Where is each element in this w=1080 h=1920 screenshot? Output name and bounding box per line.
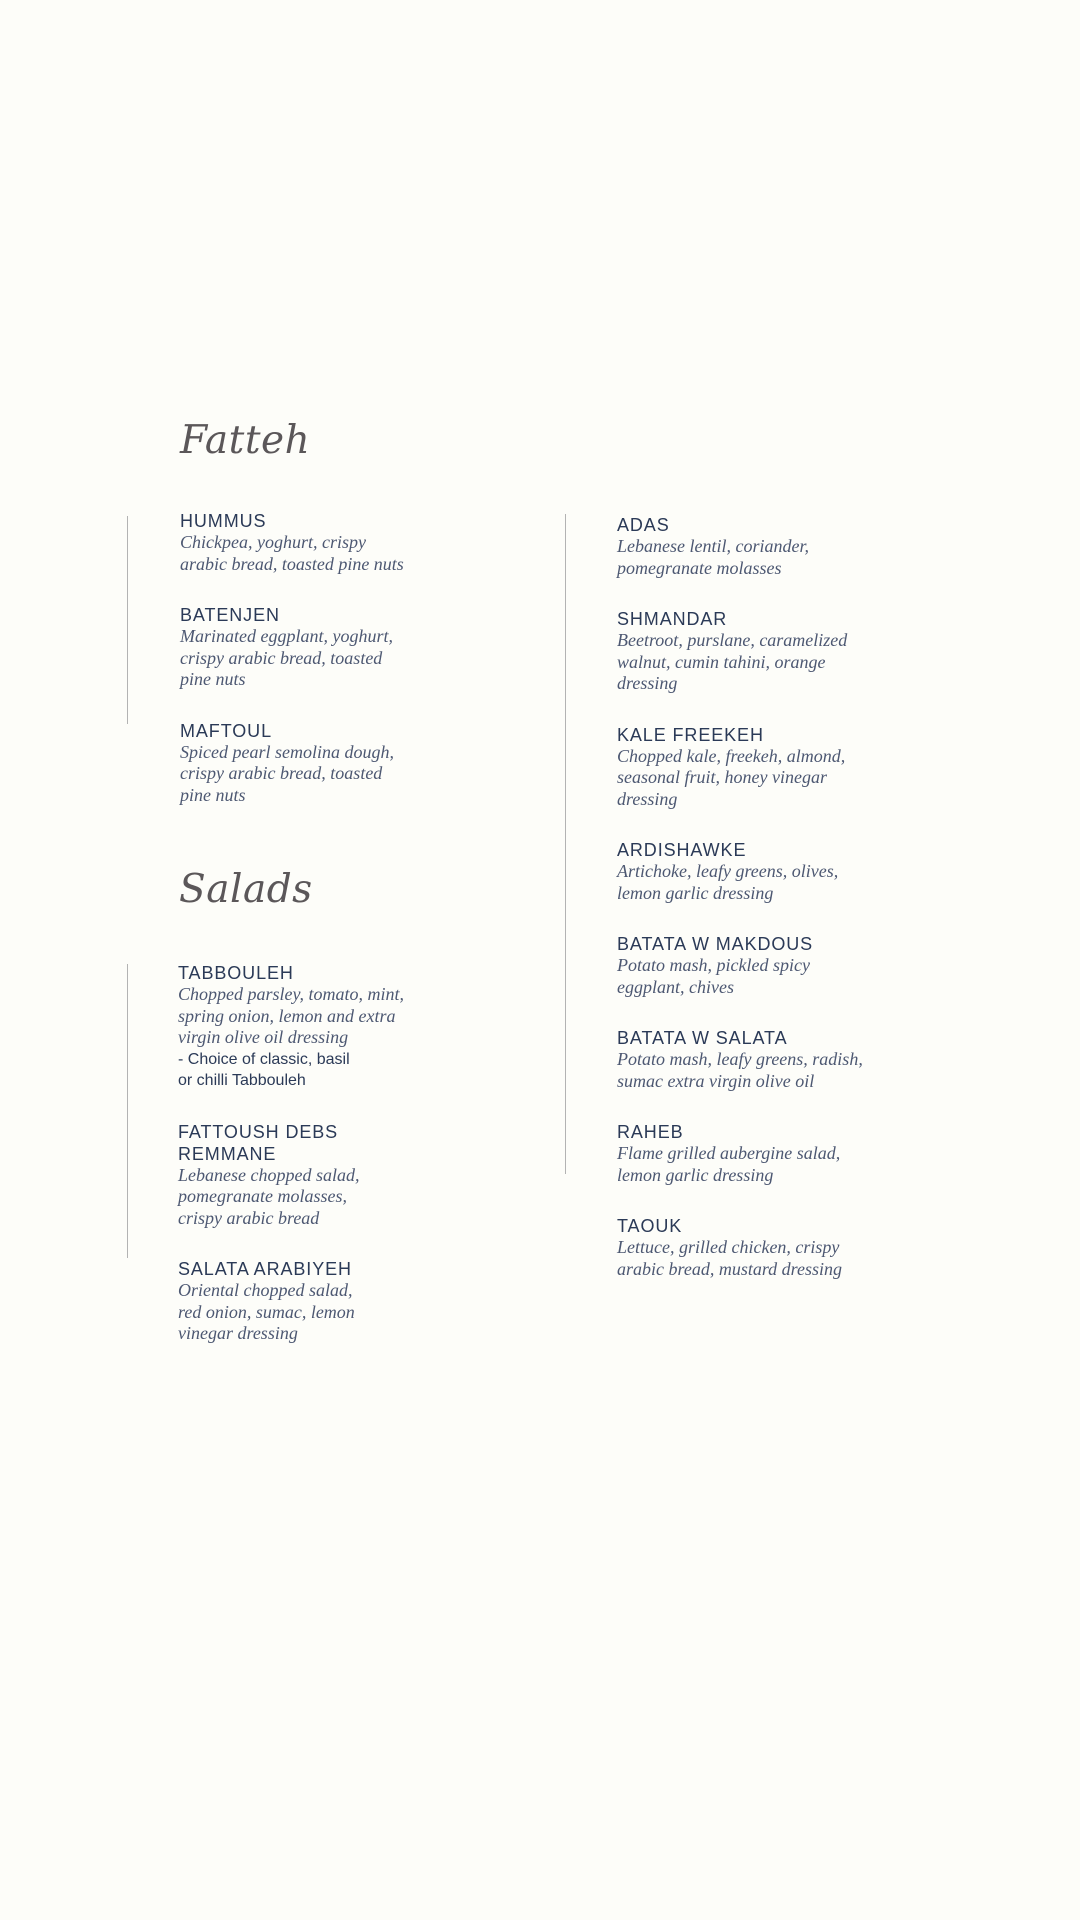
menu-item-kale-freekeh	[617, 724, 917, 811]
item-name: KALE FREEKEH	[617, 724, 764, 745]
item-description: pine nuts	[180, 669, 246, 689]
item-description: Potato mash, leafy greens, radish,	[617, 1049, 863, 1069]
item-description: red onion, sumac, lemon	[178, 1301, 355, 1322]
item-description: seasonal fruit, honey vinegar	[617, 767, 827, 787]
menu-item-hummus	[180, 510, 440, 575]
divider-line-right	[565, 514, 566, 1174]
item-name: ARDISHAWKE	[617, 840, 747, 860]
menu-item-raheb	[617, 1121, 917, 1186]
item-description: spring onion, lemon and extra	[178, 1005, 396, 1026]
item-description: Marinated eggplant, yoghurt,	[180, 626, 393, 646]
section-title-salads: Salads	[179, 867, 313, 912]
item-description: pine nuts	[180, 784, 246, 805]
item-note: or chilli Tabbouleh	[178, 1072, 306, 1089]
item-name: BATATA W MAKDOUS	[617, 934, 814, 954]
item-name: FATTOUSH DEBS	[178, 1121, 339, 1142]
item-description: sumac extra virgin olive oil	[617, 1070, 815, 1091]
menu-item-fattoush-debs-remmane	[178, 1121, 438, 1230]
section-title-fatteh: Fatteh	[180, 418, 311, 463]
menu-item-ardishawke	[617, 839, 917, 904]
item-description: walnut, cumin tahini, orange	[617, 651, 826, 672]
item-name: BATATA W SALATA	[617, 1028, 788, 1048]
item-description: pomegranate molasses	[617, 557, 782, 578]
item-description: lemon garlic dressing	[617, 882, 774, 903]
item-description: Lebanese chopped salad,	[178, 1164, 360, 1185]
item-description: crispy arabic bread, toasted	[180, 763, 383, 783]
item-description: Chopped kale, freekeh, almond,	[617, 745, 846, 766]
item-description: Beetroot, purslane, caramelized	[617, 630, 848, 650]
item-description: arabic bread, mustard dressing	[617, 1258, 842, 1279]
item-description: virgin olive oil dressing	[178, 1027, 349, 1047]
item-description: pomegranate molasses,	[178, 1186, 347, 1206]
divider-line-salads	[127, 964, 128, 1258]
item-description: dressing	[617, 673, 678, 693]
item-description: crispy arabic bread, toasted	[180, 647, 383, 668]
item-name: MAFTOUL	[180, 720, 272, 741]
item-name: ADAS	[617, 515, 670, 535]
fatteh-list	[180, 510, 440, 835]
item-name: HUMMUS	[180, 511, 267, 531]
item-description: dressing	[617, 788, 678, 809]
menu-item-salata-arabiyeh	[178, 1258, 438, 1345]
item-description: arabic bread, toasted pine nuts	[180, 553, 404, 574]
item-description: Chopped parsley, tomato, mint,	[178, 984, 404, 1004]
menu-item-shmandar	[617, 608, 917, 695]
item-description: crispy arabic bread	[178, 1207, 320, 1228]
item-description: eggplant, chives	[617, 976, 734, 997]
item-name: SALATA ARABIYEH	[178, 1259, 352, 1279]
item-name: SHMANDAR	[617, 609, 728, 629]
menu-item-adas	[617, 514, 917, 579]
item-name: TABBOULEH	[178, 963, 294, 983]
menu-item-batenjen	[180, 604, 440, 691]
item-name: REMMANE	[178, 1143, 277, 1164]
menu-item-maftoul	[180, 720, 440, 807]
item-description: Spiced pearl semolina dough,	[180, 741, 394, 762]
item-description: Artichoke, leafy greens, olives,	[617, 861, 839, 881]
menu-item-tabbouleh	[178, 962, 438, 1092]
menu-item-batata-w-salata	[617, 1027, 917, 1092]
item-note: - Choice of classic, basil	[178, 1050, 350, 1068]
item-name: BATENJEN	[180, 605, 280, 625]
item-description: Lettuce, grilled chicken, crispy	[617, 1237, 840, 1257]
item-description: Flame grilled aubergine salad,	[617, 1143, 841, 1163]
item-description: Chickpea, yoghurt, crispy	[180, 532, 366, 552]
menu-item-taouk	[617, 1215, 917, 1280]
item-name: RAHEB	[617, 1122, 684, 1142]
item-description: Potato mash, pickled spicy	[617, 955, 810, 975]
item-description: lemon garlic dressing	[617, 1164, 774, 1185]
menu-item-batata-w-makdous	[617, 933, 917, 998]
right-column-list	[617, 514, 917, 1309]
divider-line-fatteh	[127, 516, 128, 724]
item-name: TAOUK	[617, 1216, 683, 1236]
salads-list	[178, 962, 438, 1374]
item-description: vinegar dressing	[178, 1323, 298, 1343]
item-description: Lebanese lentil, coriander,	[617, 536, 809, 556]
item-description: Oriental chopped salad,	[178, 1280, 353, 1300]
